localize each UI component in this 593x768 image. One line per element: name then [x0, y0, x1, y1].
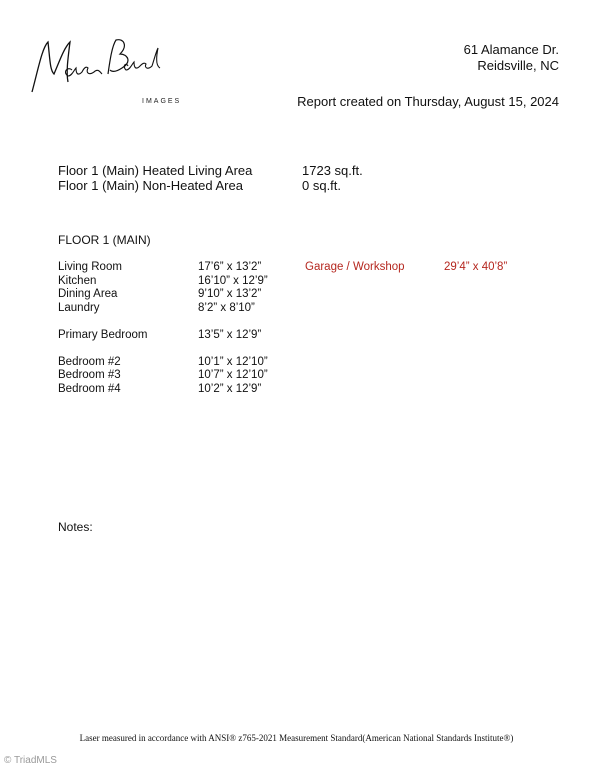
room-dimensions: 10’1” x 12’10” [198, 355, 268, 368]
logo-subtitle: IMAGES [142, 98, 182, 105]
room-name: Primary Bedroom [58, 328, 148, 341]
room-dimensions: 8’2” x 8’10” [198, 301, 255, 314]
room-dimensions: 10’7” x 12’10” [198, 369, 268, 381]
summary-label: Floor 1 (Main) Non-Heated Area [58, 178, 243, 193]
property-address [464, 42, 559, 74]
room-dimensions: 13’5” x 12’9” [198, 328, 262, 341]
address-line-1: 61 Alamance Dr. [463, 42, 559, 57]
room-dimensions: 10’2” x 12’9” [198, 382, 262, 395]
summary-value: 0 sq.ft. [302, 178, 342, 193]
room-name: Dining Area [58, 288, 118, 300]
room-name: Bedroom #4 [58, 382, 121, 395]
floor-heading: FLOOR 1 (MAIN) [58, 233, 151, 247]
room-name: Bedroom #3 [58, 369, 121, 381]
brand-logo [28, 30, 182, 105]
notes-label: Notes: [58, 520, 93, 534]
room-dimensions: 9’10” x 13’2” [198, 288, 262, 300]
address-line-2: Reidsville, NC [477, 58, 559, 73]
room-name: Bedroom #2 [58, 355, 121, 368]
signature-logo-icon [28, 30, 168, 96]
room-name: Living Room [58, 261, 122, 273]
room-name: Kitchen [58, 274, 97, 287]
room-dimensions: 17’6” x 13’2” [198, 261, 262, 273]
nonheated-room-dimensions: 29’4” x 40’8” [444, 261, 508, 273]
room-dimensions: 16’10” x 12’9” [198, 274, 268, 287]
measurement-standard-footer: Laser measured in accordance with ANSI® z765-2021 Measurement Standard(American National Standards Institute®) [79, 733, 514, 743]
nonheated-room-name: Garage / Workshop [305, 261, 405, 273]
room-name: Laundry [58, 301, 100, 314]
mls-watermark: © TriadMLS [4, 755, 57, 766]
report-date: Report created on Thursday, August 15, 2024 [297, 94, 559, 109]
summary-label: Floor 1 (Main) Heated Living Area [58, 163, 253, 178]
summary-value: 1723 sq.ft. [302, 163, 363, 178]
